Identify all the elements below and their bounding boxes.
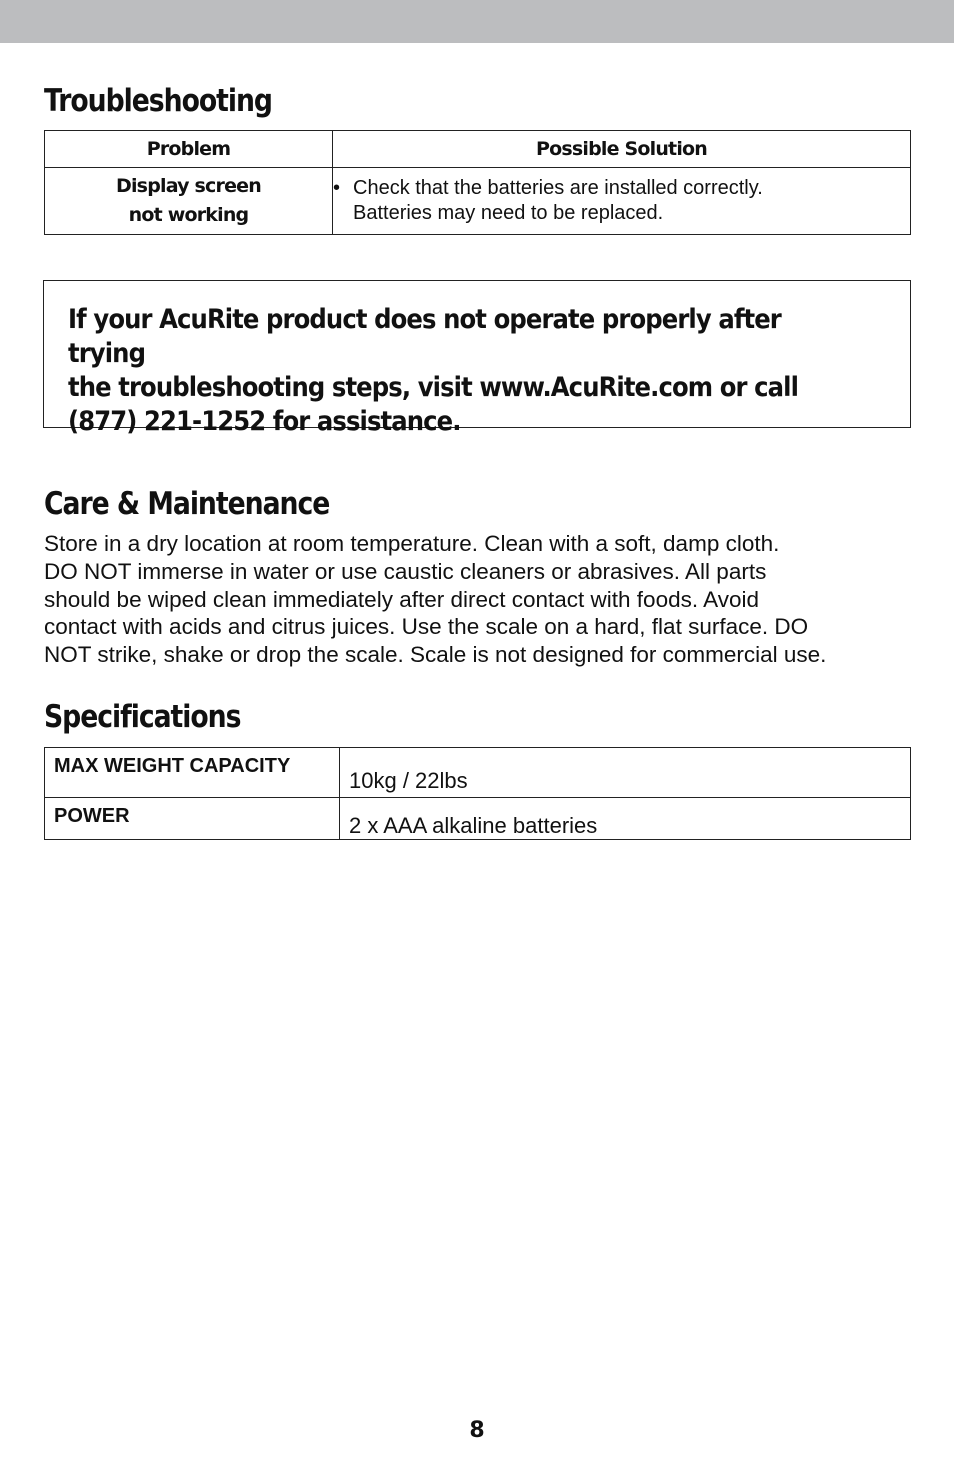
troubleshooting-heading: Troubleshooting xyxy=(44,83,272,119)
solution-line: Batteries may need to be replaced. xyxy=(353,202,664,224)
assistance-line: (877) 221-1252 for assistance. xyxy=(68,406,461,437)
paragraph-line: should be wiped clean immediately after direct contact with foods. Avoid xyxy=(44,586,759,612)
care-maintenance-paragraph xyxy=(44,530,924,669)
specifications-table xyxy=(44,747,911,840)
spec-value-power: 2 x AAA alkaline batteries xyxy=(340,798,911,840)
paragraph-line: Store in a dry location at room temperature. Clean with a soft, damp cloth. xyxy=(44,531,780,556)
specifications-heading: Specifications xyxy=(44,699,241,735)
solution-line: Check that the batteries are installed correctly. xyxy=(353,177,763,199)
problem-line: not working xyxy=(128,204,249,226)
solution-text xyxy=(353,176,763,226)
problem-cell xyxy=(45,168,333,235)
paragraph-line: DO NOT immerse in water or use caustic cleaners or abrasives. All parts xyxy=(44,558,767,584)
spec-value-max-weight: 10kg / 22lbs xyxy=(340,748,911,798)
solution-bullet-item xyxy=(333,176,910,226)
troubleshooting-header-row xyxy=(45,131,911,168)
table-row xyxy=(45,798,911,840)
assistance-notice-text xyxy=(68,303,833,439)
paragraph-line: contact with acids and citrus juices. Use the scale on a hard, flat surface. DO xyxy=(44,614,809,640)
assistance-line: the troubleshooting steps, visit www.AcuRite.com or call xyxy=(68,372,799,403)
paragraph-line: NOT strike, shake or drop the scale. Scale is not designed for commercial use. xyxy=(44,642,827,668)
assistance-line: If your AcuRite product does not operate properly after trying xyxy=(68,304,781,369)
spec-label-max-weight: MAX WEIGHT CAPACITY xyxy=(45,748,340,798)
solution-cell xyxy=(333,168,911,235)
problem-column-header: Problem xyxy=(45,131,333,168)
bullet-icon: • xyxy=(333,177,341,199)
page-number: 8 xyxy=(469,1418,485,1443)
spec-label-power: POWER xyxy=(45,798,340,840)
table-row xyxy=(45,168,911,235)
assistance-notice-box xyxy=(43,280,911,437)
solution-column-header: Possible Solution xyxy=(333,131,911,168)
troubleshooting-table xyxy=(44,130,911,235)
problem-line: Display screen xyxy=(116,175,261,197)
header-bar xyxy=(0,0,954,43)
care-maintenance-heading: Care & Maintenance xyxy=(44,486,330,522)
table-row xyxy=(45,748,911,798)
